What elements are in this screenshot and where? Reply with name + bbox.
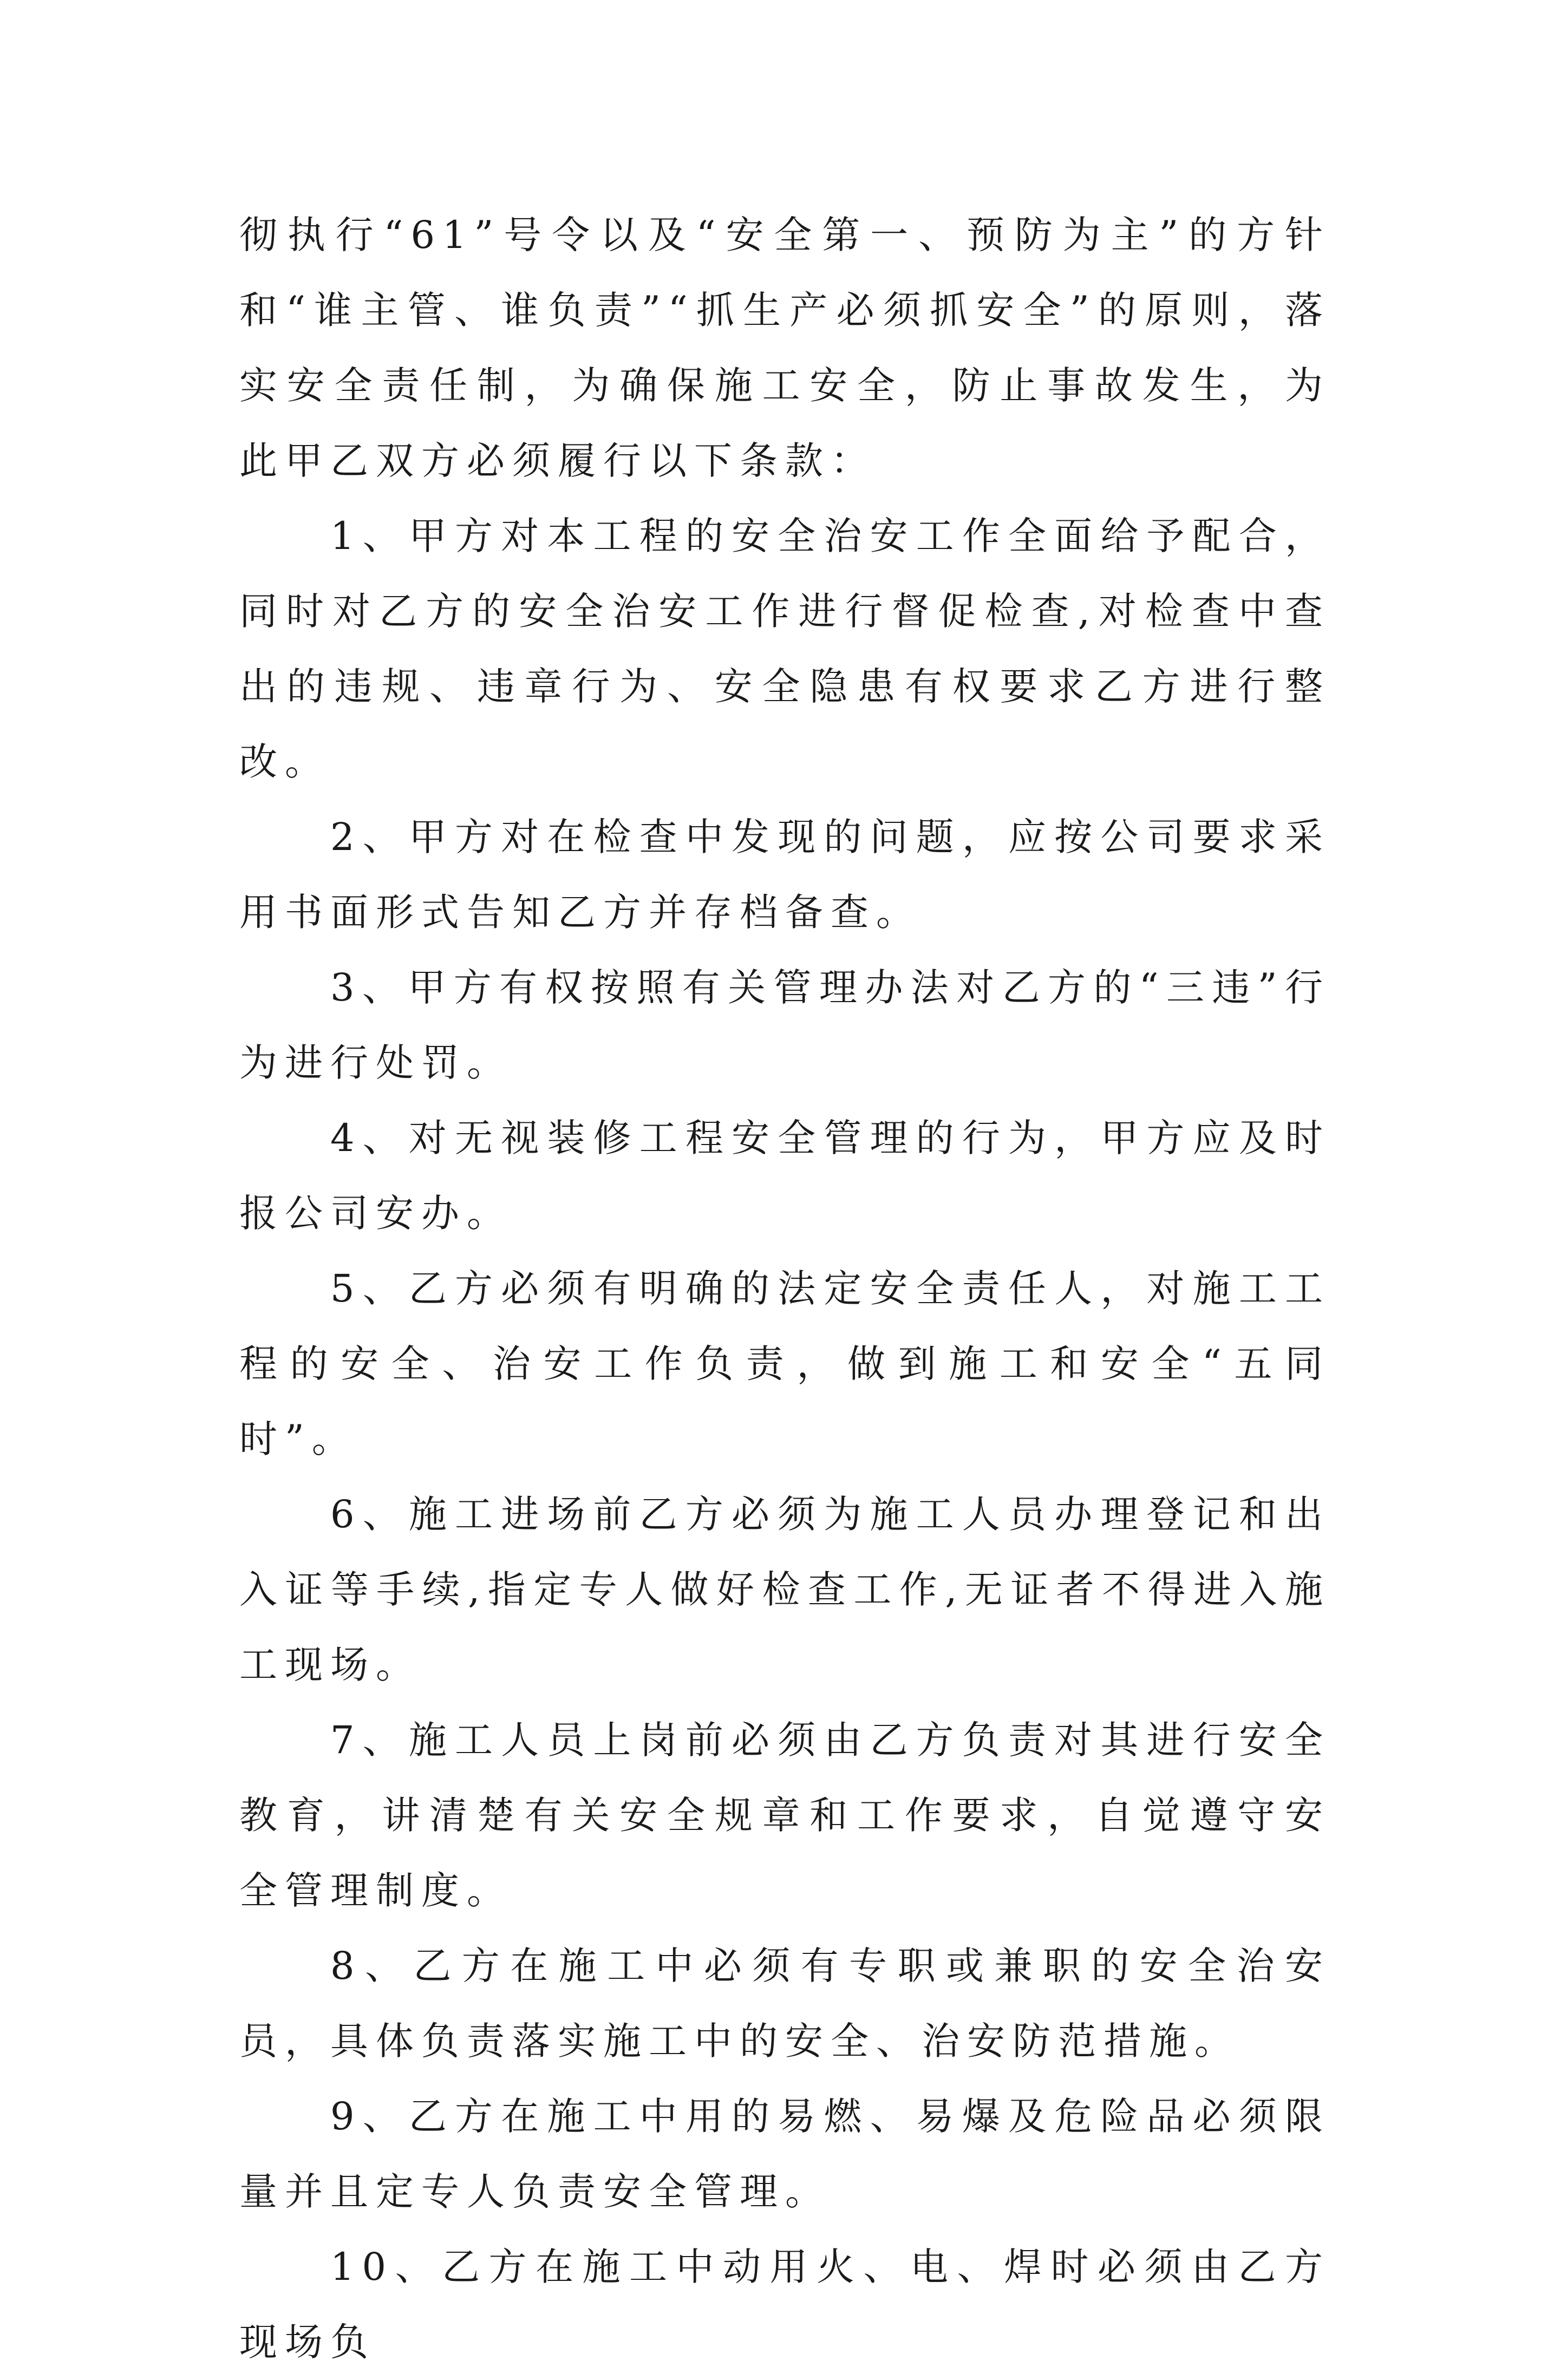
paragraph-intro-continued: 彻执行“61”号令以及“安全第一、预防为主”的方针和“谁主管、谁负责”“抓生产必须抓安全”的原则，落实安全责任制，为确保施工安全，防止事故发生，为此甲乙双方必须履行以下条款：	[239, 213, 1330, 483]
paragraph-clause-8: 8、乙方在施工中必须有专职或兼职的安全治安员，具体负责落实施工中的安全、治安防范措施。	[239, 1944, 1330, 2063]
paragraph-clause-4: 4、对无视装修工程安全管理的行为，甲方应及时报公司安办。	[239, 1116, 1330, 1235]
paragraph-clause-5: 5、乙方必须有明确的法定安全责任人，对施工工程的安全、治安工作负责，做到施工和安全“五同时”。	[239, 1266, 1330, 1461]
paragraph-clause-1: 1、甲方对本工程的安全治安工作全面给予配合，同时对乙方的安全治安工作进行督促检查,对检查中查出的违规、违章行为、安全隐患有权要求乙方进行整改。	[239, 514, 1330, 784]
paragraph-clause-10: 10、乙方在施工中动用火、电、焊时必须由乙方现场负	[239, 2245, 1330, 2364]
paragraph-clause-6: 6、施工进场前乙方必须为施工人员办理登记和出入证等手续,指定专人做好检查工作,无证者不得进入施工现场。	[239, 1492, 1330, 1687]
paragraph-clause-9: 9、乙方在施工中用的易燃、易爆及危险品必须限量并且定专人负责安全管理。	[239, 2094, 1330, 2214]
paragraph-clause-2: 2、甲方对在检查中发现的问题，应按公司要求采用书面形式告知乙方并存档备查。	[239, 815, 1330, 934]
paragraph-clause-7: 7、施工人员上岗前必须由乙方负责对其进行安全教育，讲清楚有关安全规章和工作要求，自觉遵守安全管理制度。	[239, 1718, 1330, 1913]
document-body	[239, 198, 1330, 2380]
paragraph-clause-3: 3、甲方有权按照有关管理办法对乙方的“三违”行为进行处罚。	[239, 965, 1330, 1085]
